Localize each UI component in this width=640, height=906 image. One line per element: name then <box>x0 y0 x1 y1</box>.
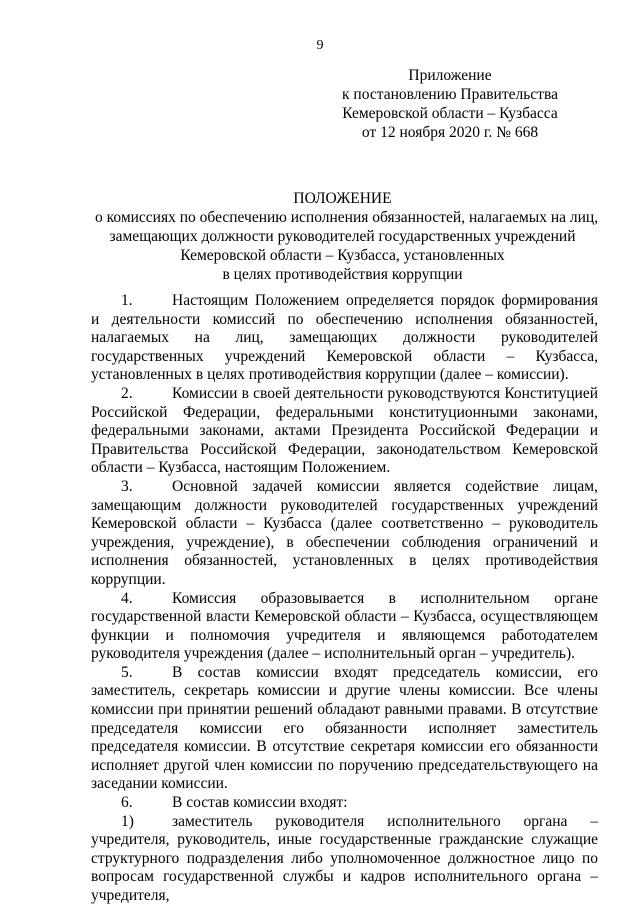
paragraph-number: 6. <box>121 794 133 812</box>
document-title <box>95 189 599 284</box>
paragraph-1 <box>91 292 598 385</box>
paragraph-text: заместитель руководителя исполнительного органа – учредителя, руководитель, иные государственные гражданские служащие структурного подразделения либо уполномоченное должностное лицо по вопросам государственной службы и кадров исполнительного органа – учредителя, <box>91 812 598 904</box>
paragraph-number: 3. <box>121 477 133 495</box>
paragraph-text: Настоящим Положением определяется порядок формирования и деятельности комиссий по обеспечению исполнения обязанностей, налагаемых на лиц, замещающих должности руководителей государственных учреждений Кемеровской области – Кузбасса, установленных в целях противодействия коррупции (далее – комиссии). <box>91 292 598 384</box>
appendix-line: от 12 ноября 2020 г. № 668 <box>361 124 539 141</box>
appendix-line: Кемеровской области – Кузбасса <box>342 105 558 122</box>
paragraph-text: В состав комиссии входят: <box>172 794 348 812</box>
paragraph-2 <box>91 385 598 478</box>
paragraph-text: Основной задачей комиссии является содействие лицам, замещающим должности руководителей государственных учреждений Кемеровской области – Кузбасса (далее соответственно – руководитель учреждения, учреждение), в обеспечении соблюдения ограничений и исполнения обязанностей, установленных в целях противодействия коррупции. <box>91 477 598 588</box>
subparagraph-1 <box>91 813 598 906</box>
paragraph-text: Комиссии в своей деятельности руководствуются Конституцией Российской Федерации, федеральными конституционными законами, федеральными законами, актами Президента Российской Федерации и Правительства Российской Федерации, законодательством Кемеровской области – Кузбасса, настоящим Положением. <box>91 384 598 477</box>
title-line: Кемеровской области – Кузбасса, установленных <box>180 247 505 264</box>
paragraph-number: 1) <box>121 812 134 830</box>
title-line: о комиссиях по обеспечению исполнения обязанностей, налагаемых на лиц, <box>95 209 599 226</box>
paragraph-text: В состав комиссии входят председатель комиссии, его заместитель, секретарь комиссии и другие члены комиссии. Все члены комиссии при принятии решений обладают равными правами. В отсутствие председателя комиссии его обязанности исполняет заместитель председателя комиссии. В отсутствие секретаря комиссии его обязанности исполняет другой член комиссии по поручению председательствующего на заседании комиссии. <box>91 663 598 793</box>
appendix-header <box>300 66 600 142</box>
paragraph-text: Комиссия образовывается в исполнительном органе государственной власти Кемеровской области – Кузбасса, осуществляющем функции и полномочия учредителя и являющемся работодателем руководителя учреждения (далее – исполнительный орган – учредитель). <box>91 589 598 663</box>
paragraph-4 <box>91 590 598 664</box>
paragraph-number: 4. <box>121 589 133 607</box>
appendix-line: Приложение <box>408 67 492 84</box>
document-body <box>91 292 598 906</box>
paragraph-number: 2. <box>121 384 133 402</box>
appendix-line: к постановлению Правительства <box>342 86 558 103</box>
paragraph-number: 1. <box>121 292 133 309</box>
paragraph-6 <box>91 794 598 813</box>
paragraph-number: 5. <box>121 663 133 681</box>
paragraph-3 <box>91 478 598 590</box>
title-line: замещающих должности руководителей государственных учреждений <box>109 228 576 245</box>
paragraph-5 <box>91 664 598 794</box>
title-line: в целях противодействия коррупции <box>222 266 463 283</box>
page-number: 9 <box>316 38 324 53</box>
title-heading: ПОЛОЖЕНИЕ <box>293 190 392 207</box>
